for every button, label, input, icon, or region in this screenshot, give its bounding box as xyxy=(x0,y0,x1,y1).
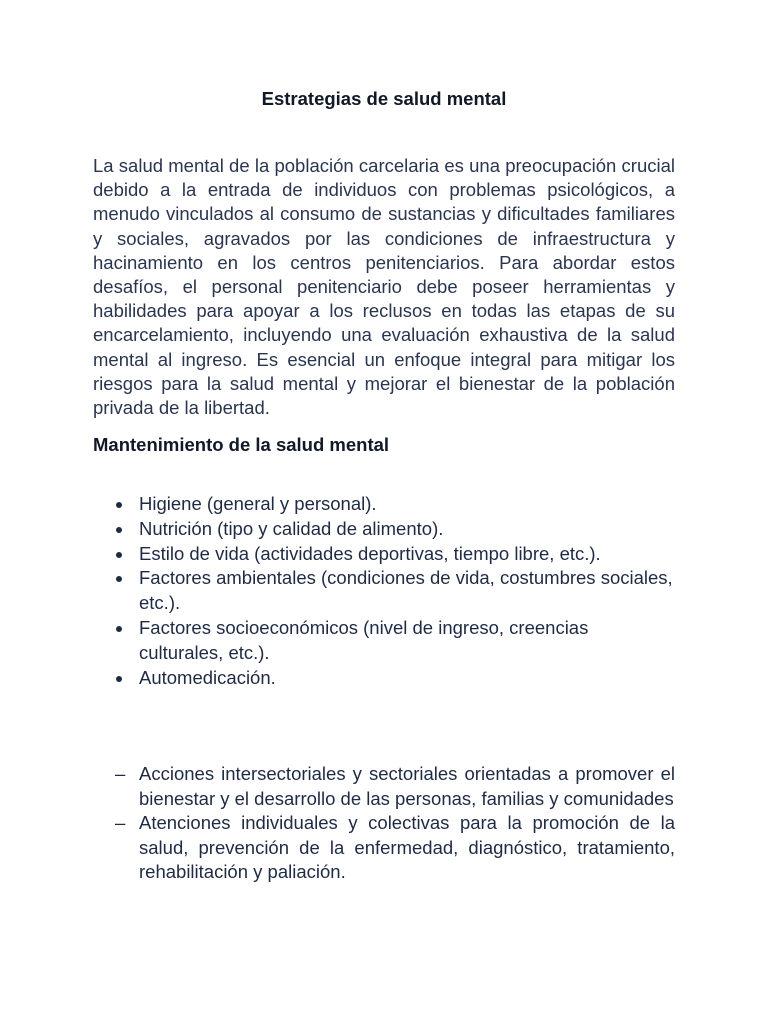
dash-icon: – xyxy=(115,763,126,784)
list-item xyxy=(93,666,675,691)
list-item xyxy=(93,811,675,885)
list-item xyxy=(93,566,675,616)
intro-paragraph: La salud mental de la población carcelaria es una preocupación crucial debido a la entrada de individuos con problemas psicológicos, a menudo vinculados al consumo de sustancias y dificultades familiares y sociales, agravados por las condiciones de infraestructura y hacinamiento en los centros penitenciarios. Para abordar estos desafíos, el personal penitenciario debe poseer herramientas y habilidades para apoyar a los reclusos en todas las etapas de su encarcelamiento, incluyendo una evaluación exhaustiva de la salud mental al ingreso. Es esencial un enfoque integral para mitigar los riesgos para la salud mental y mejorar el bienestar de la población privada de la libertad. xyxy=(93,155,675,419)
bullet-icon xyxy=(116,626,122,632)
list-item-text: Atenciones individuales y colectivas para la promoción de la salud, prevención de la enfermedad, diagnóstico, tratamiento, rehabilitación y paliación. xyxy=(139,812,675,883)
dash-icon: – xyxy=(115,812,126,834)
list-item-text: Acciones intersectoriales y sectoriales orientadas a promover el bienestar y el desarrollo de las personas, familias y comunidades xyxy=(139,763,675,809)
dash-list xyxy=(93,762,675,885)
list-item xyxy=(93,542,675,567)
list-item-text: Higiene (general y personal). xyxy=(139,493,377,514)
list-item-text: Automedicación. xyxy=(139,666,276,688)
list-item-text: Factores ambientales (condiciones de vida, costumbres sociales, etc.). xyxy=(139,567,673,614)
bullet-list xyxy=(93,492,675,690)
list-item-text: Estilo de vida (actividades deportivas, tiempo libre, etc.). xyxy=(139,542,601,564)
list-item-text: Factores socioeconómicos (nivel de ingreso, creencias culturales, etc.). xyxy=(139,616,589,663)
bullet-icon xyxy=(116,552,122,558)
list-item xyxy=(93,492,675,517)
document-title: Estrategias de salud mental xyxy=(261,88,507,109)
bullet-icon xyxy=(116,576,122,582)
list-item xyxy=(93,762,675,811)
section-heading: Mantenimiento de la salud mental xyxy=(93,434,390,455)
bullet-icon xyxy=(116,502,122,508)
bullet-icon xyxy=(116,676,122,682)
list-item-text: Nutrición (tipo y calidad de alimento). xyxy=(139,517,444,539)
list-item xyxy=(93,517,675,542)
list-item xyxy=(93,616,675,666)
bullet-icon xyxy=(116,527,122,533)
